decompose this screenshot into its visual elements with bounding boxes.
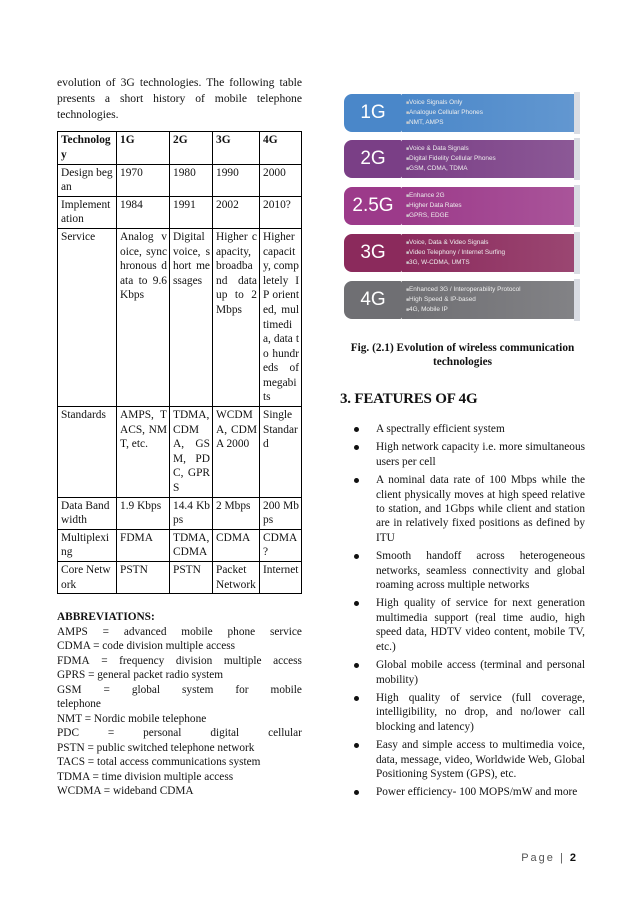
generation-detail-line: ■ GSM, CDMA, TDMA	[406, 164, 574, 174]
generation-detail-line: ■ Video Telephony / Internet Surfing	[406, 248, 574, 258]
abbreviation-word: service	[269, 625, 302, 638]
generation-badge: 1G	[344, 94, 402, 132]
feature-item	[340, 785, 585, 799]
table-cell: 14.4 Kbps	[170, 497, 213, 529]
abbreviation-word: =	[101, 654, 108, 667]
generation-band	[340, 92, 583, 134]
feature-text: A nominal data rate of 100 Mbps while the client physically moves at high speed relative to station, and 1Gbps while client and station are in relatively fixed positions as defined by ITU	[376, 474, 585, 544]
generation-detail-line: ■ Enhanced 3G / Interoperability Protocol	[406, 285, 574, 295]
abbreviation-word: for	[235, 683, 249, 696]
abbreviation-term: AMPS	[57, 625, 88, 638]
table-cell: 200 Mbps	[260, 497, 302, 529]
table-cell: Higher capacity, broadband data up to 2Mbps	[213, 228, 260, 406]
feature-text: High quality of service for next generation multimedia support (real time audio, high speed data, HDTV video content, mobile TV, etc.)	[376, 597, 585, 653]
generation-badge: 4G	[344, 281, 402, 319]
feature-item	[340, 549, 585, 592]
bullet-icon	[354, 601, 359, 606]
abbreviation-word: system	[182, 683, 214, 696]
table-row	[58, 562, 302, 594]
right-column	[340, 86, 585, 804]
generation-details	[402, 234, 574, 272]
table-header-cell: 2G	[170, 132, 213, 164]
generation-detail-line: ■ Voice Signals Only	[406, 98, 574, 108]
abbreviations	[57, 610, 302, 799]
table-header-cell: 1G	[117, 132, 170, 164]
generation-detail-line: ■ Enhance 2G	[406, 191, 574, 201]
table-row	[58, 497, 302, 529]
abbreviation-word: frequency	[119, 654, 165, 667]
bullet-icon	[354, 790, 359, 795]
abbreviation-word: multiple	[223, 654, 262, 667]
abbreviation-line: GPRS = general packet radio system	[57, 669, 224, 682]
generation-band	[340, 279, 583, 321]
generation-details	[402, 94, 574, 132]
feature-text: Easy and simple access to multimedia voice, data, message, video, Worldwide Web, Global Positioning System (GPS), etc.	[376, 739, 585, 780]
abbreviation-line: WCDMA = wideband CDMA	[57, 785, 194, 798]
bullet-icon	[354, 743, 359, 748]
abbreviation-word: global	[131, 683, 161, 696]
generation-band	[340, 232, 583, 274]
table-cell: 2010?	[260, 196, 302, 228]
generation-details	[402, 187, 574, 225]
generation-badge: 3G	[344, 234, 402, 272]
abbreviation-term: FDMA	[57, 654, 90, 667]
feature-text: High quality of service (full coverage, intelligibility, no drop, and no/lower call blocking and latency)	[376, 691, 585, 733]
table-cell: 1990	[213, 164, 260, 196]
table-row-label: Multiplexing	[58, 529, 117, 561]
table-row-label: Core Network	[58, 562, 117, 594]
table-cell: 1980	[170, 164, 213, 196]
generation-band	[340, 138, 583, 180]
generation-band	[340, 185, 583, 227]
bullet-icon	[354, 696, 359, 701]
abbreviation-word: advanced	[123, 625, 167, 638]
table-row-label: Standards	[58, 407, 117, 498]
abbreviation-term: GSM	[57, 683, 82, 696]
table-cell: TDMA, CDMA, GSM, PDC, GPRS	[170, 407, 213, 498]
feature-text: High network capacity i.e. more simultaneous users per cell	[376, 441, 585, 468]
generation-detail-line: ■ Higher Data Rates	[406, 201, 574, 211]
abbreviation-term: PDC	[57, 727, 79, 740]
abbreviation-line: TACS = total access communications system	[57, 756, 261, 769]
abbreviation-word: digital	[210, 727, 240, 740]
table-cell: Analog voice, synchronous data to 9.6Kbps	[117, 228, 170, 406]
generation-detail-line: ■ GPRS, EDGE	[406, 211, 574, 221]
generation-badge: 2.5G	[344, 187, 402, 225]
table-cell: 1984	[117, 196, 170, 228]
generation-detail-line: ■ Voice, Data & Video Signals	[406, 238, 574, 248]
bullet-icon	[354, 427, 359, 432]
table-cell: PSTN	[117, 562, 170, 594]
abbreviation-word: mobile	[270, 683, 302, 696]
generation-detail-line: ■ 4G, Mobile IP	[406, 305, 574, 315]
table-header-cell: 4G	[260, 132, 302, 164]
page-label: Page	[521, 852, 555, 864]
table-row	[58, 529, 302, 561]
generation-detail-line: ■ Analogue Cellular Phones	[406, 108, 574, 118]
table-cell: 2 Mbps	[213, 497, 260, 529]
table-cell: WCDMA, CDMA 2000	[213, 407, 260, 498]
table-row	[58, 228, 302, 406]
table-cell: Higher capacity, completely IP oriented, multimedia, data to hundreds of megabits	[260, 228, 302, 406]
feature-item	[340, 473, 585, 545]
table-header-row	[58, 132, 302, 164]
table-header-cell: Technology	[58, 132, 117, 164]
table-row-label: Service	[58, 228, 117, 406]
generation-details	[402, 140, 574, 178]
page-number: 2	[569, 852, 576, 864]
band-edge	[574, 185, 580, 227]
abbreviation-word: =	[103, 683, 110, 696]
abbreviation-word: personal	[143, 727, 182, 740]
table-cell: Packet Network	[213, 562, 260, 594]
table-row-label: Design began	[58, 164, 117, 196]
abbreviation-word: access	[273, 654, 302, 667]
table-cell: AMPS, TACS, NMT, etc.	[117, 407, 170, 498]
band-edge	[574, 138, 580, 180]
abbreviation-word: =	[102, 625, 109, 638]
table-row	[58, 407, 302, 498]
bullet-icon	[354, 554, 359, 559]
abbreviation-line: NMT = Nordic mobile telephone	[57, 712, 207, 725]
feature-item	[340, 738, 585, 781]
table-cell: Internet	[260, 562, 302, 594]
table-cell: 1.9 Kbps	[117, 497, 170, 529]
generation-detail-line: ■ High Speed & IP-based	[406, 295, 574, 305]
abbreviation-line: telephone	[57, 698, 101, 711]
feature-item	[340, 596, 585, 654]
abbreviation-line	[57, 654, 302, 669]
generation-detail-line: ■ Voice & Data Signals	[406, 144, 574, 154]
band-edge	[574, 232, 580, 274]
table-cell: 2002	[213, 196, 260, 228]
abbreviation-word: phone	[227, 625, 256, 638]
abbreviation-word: division	[175, 654, 213, 667]
abbreviation-line	[57, 726, 302, 741]
bullet-icon	[354, 478, 359, 483]
table-cell: Single Standard	[260, 407, 302, 498]
abbreviations-title: ABBREVIATIONS:	[57, 611, 155, 624]
abbreviation-word: =	[107, 727, 115, 740]
table-row-label: Implementation	[58, 196, 117, 228]
abbreviation-line	[57, 625, 302, 640]
band-edge	[574, 92, 580, 134]
abbreviation-line: TDMA = time division multiple access	[57, 770, 234, 783]
table-cell: 2000	[260, 164, 302, 196]
band-edge	[574, 279, 580, 321]
feature-text: A spectrally efficient system	[376, 423, 505, 435]
history-table	[57, 131, 302, 594]
abbreviation-line: PSTN = public switched telephone network	[57, 741, 255, 754]
table-cell: FDMA	[117, 529, 170, 561]
generation-details	[402, 281, 574, 319]
generation-detail-line: ■ 3G, W-CDMA, UMTS	[406, 258, 574, 268]
abbreviation-word: cellular	[268, 727, 302, 740]
generation-detail-line: ■ Digital Fidelity Cellular Phones	[406, 154, 574, 164]
feature-text: Power efficiency- 100 MOPS/mW and more	[376, 786, 578, 799]
feature-text: Global mobile access (terminal and personal mobility)	[376, 659, 585, 686]
generation-detail-line: ■ NMT, AMPS	[406, 118, 574, 128]
generations-figure	[340, 86, 583, 322]
table-cell: 1970	[117, 164, 170, 196]
bullet-icon	[354, 663, 359, 668]
table-cell: 1991	[170, 196, 213, 228]
table-cell: Digital voice, short messages	[170, 228, 213, 406]
table-cell: PSTN	[170, 562, 213, 594]
abbreviation-line: CDMA = code division multiple access	[57, 640, 235, 653]
features-list	[340, 422, 585, 800]
figure-caption: Fig. (2.1) Evolution of wireless communication technologies	[350, 342, 575, 368]
feature-item	[340, 422, 585, 436]
feature-text: Smooth handoff across heterogeneous networks, seamless connectivity and global roaming across multiple networks	[376, 550, 585, 592]
feature-item	[340, 658, 585, 687]
table-cell: TDMA, CDMA	[170, 529, 213, 561]
feature-item	[340, 691, 585, 734]
intro-paragraph: evolution of 3G technologies. The following table presents a short history of mobile telephone technologies.	[57, 76, 302, 121]
abbreviation-line	[57, 683, 302, 698]
bullet-icon	[354, 445, 359, 450]
generation-badge: 2G	[344, 140, 402, 178]
left-column	[57, 75, 302, 799]
page-footer: Page | 2	[521, 852, 576, 864]
table-row	[58, 196, 302, 228]
table-cell: CDMA	[213, 529, 260, 561]
section-title: 3. FEATURES OF 4G	[340, 391, 478, 407]
table-row-label: Data Bandwidth	[58, 497, 117, 529]
table-row	[58, 164, 302, 196]
table-header-cell: 3G	[213, 132, 260, 164]
table-cell: CDMA ?	[260, 529, 302, 561]
feature-item	[340, 440, 585, 469]
abbreviation-word: mobile	[181, 625, 213, 638]
